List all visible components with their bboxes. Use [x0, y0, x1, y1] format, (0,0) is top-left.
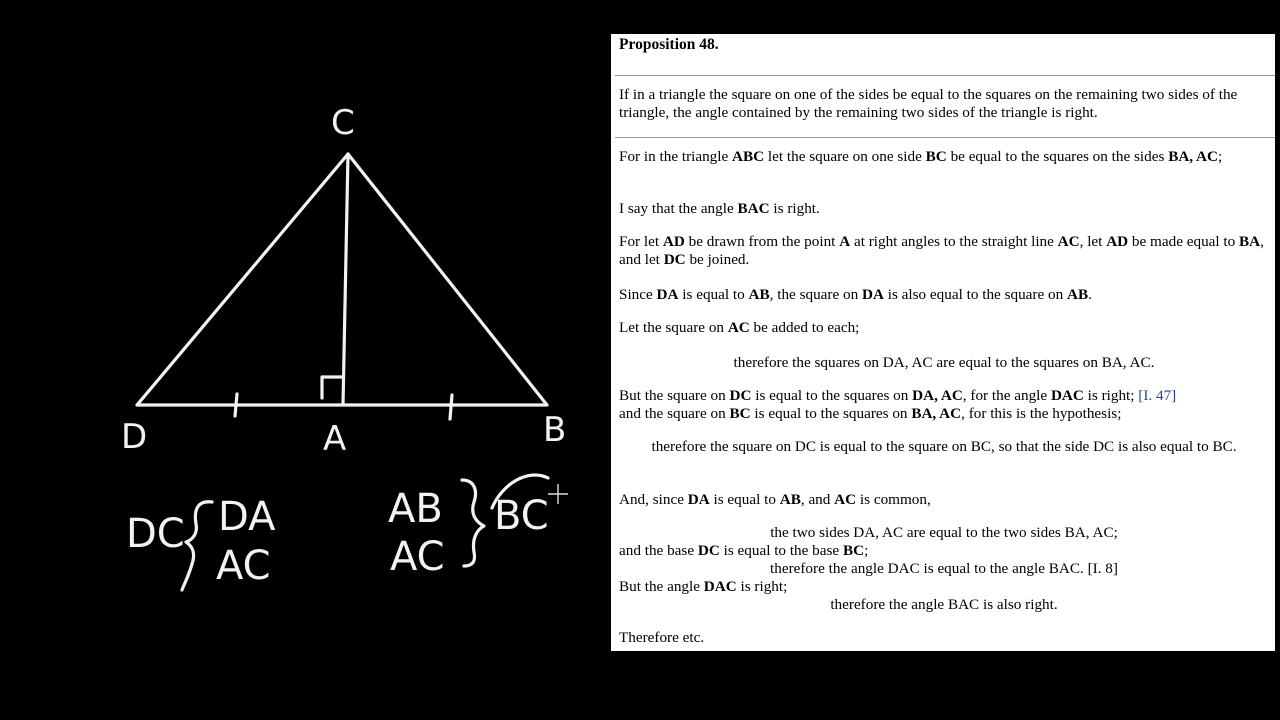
vertex-label-c: C	[331, 103, 355, 143]
note-da: DA	[218, 494, 276, 540]
closing-statement: Therefore etc.	[619, 629, 705, 646]
construction: For let AD be drawn from the point A at right angles to the straight line AC, let AD be made equal to BA, and let DC be joined.	[619, 233, 1264, 268]
right-angle-mark	[322, 377, 343, 398]
vertex-label-d: D	[121, 417, 148, 457]
setting-out: For in the triangle ABC let the square on one side BC be equal to the squares on the sides BA, AC;	[619, 148, 1223, 165]
right-brace	[462, 480, 484, 566]
conclusion-3: the two sides DA, AC are equal to the two sides BA, AC;	[770, 524, 1118, 541]
conclusion-2: therefore the square on DC is equal to the square on BC, so that the side DC is also equal to BC.	[651, 438, 1237, 455]
proof-step-4: And, since DA is equal to AB, and AC is common,	[619, 491, 931, 508]
note-ab: AB	[388, 486, 443, 532]
proof-step-3: But the square on DC is equal to the squares on DA, AC, for the angle DAC is right; [I. 47] and the square on BC is equal to the squares on BA, AC, for this is the hypothesis;	[619, 387, 1177, 422]
vertex-label-b: B	[543, 410, 567, 450]
note-ac-left: AC	[216, 543, 271, 589]
proposition-panel	[611, 34, 1275, 651]
left-brace	[182, 502, 212, 590]
definition-of-goal: I say that the angle BAC is right.	[619, 200, 820, 217]
enunciation-divider	[615, 137, 1275, 138]
note-ac-right: AC	[390, 534, 445, 580]
reference-link[interactable]: [I. 47]	[1138, 387, 1177, 404]
tick-mark-da	[235, 394, 237, 416]
note-bc: BC	[494, 493, 549, 539]
proof-step-6: But the angle DAC is right;	[619, 578, 788, 595]
chalkboard-figure	[0, 0, 600, 720]
vertex-label-a: A	[323, 419, 347, 459]
title-divider	[615, 75, 1275, 76]
tick-mark-ab	[450, 395, 452, 419]
conclusion-1: therefore the squares on DA, AC are equal to the squares on BA, AC.	[733, 354, 1155, 371]
proof-step-5: and the base DC is equal to the base BC;	[619, 542, 869, 559]
cursor-crosshair-icon	[548, 484, 568, 504]
proposition-title: Proposition 48.	[619, 36, 719, 53]
conclusion-5: therefore the angle BAC is also right.	[830, 596, 1058, 613]
altitude-ca	[343, 154, 348, 405]
proof-step-1: Since DA is equal to AB, the square on DA is also equal to the square on AB.	[619, 286, 1092, 303]
conclusion-4: therefore the angle DAC is equal to the angle BAC. [I. 8]	[770, 560, 1118, 577]
proof-step-2: Let the square on AC be added to each;	[619, 319, 860, 336]
triangle-dcb	[137, 154, 547, 405]
enunciation: If in a triangle the square on one of the sides be equal to the squares on the remaining two sides of the triangle, the angle contained by the remaining two sides of the triangle is right.	[619, 86, 1238, 121]
note-dc: DC	[126, 511, 185, 557]
